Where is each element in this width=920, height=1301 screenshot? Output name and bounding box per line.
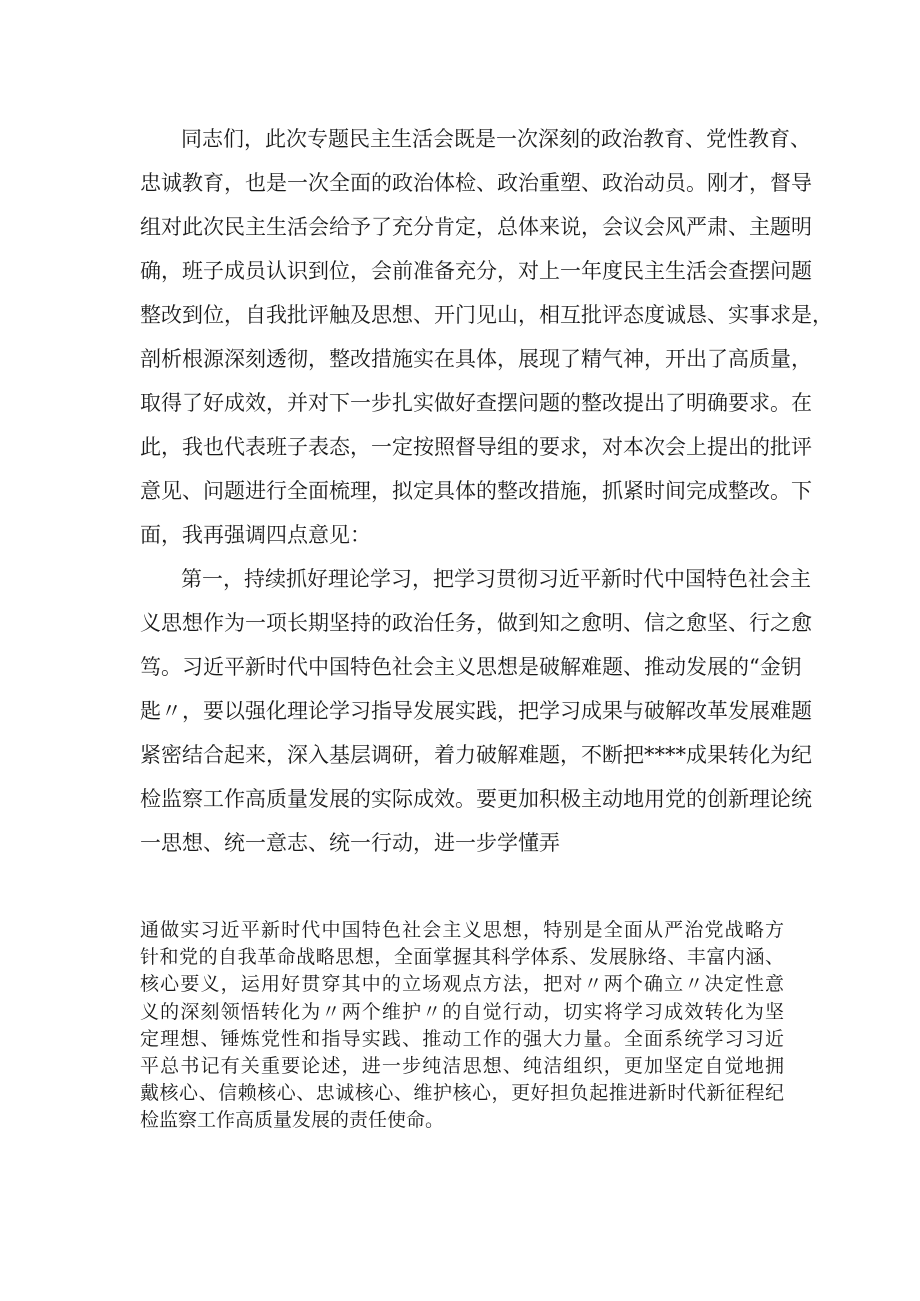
text-line: 紧密结合起来，深入基层调研，着力破解难题，不断把****成果转化为纪 (140, 743, 812, 767)
text-line: 确，班子成员认识到位，会前准备充分，对上一年度民主生活会查摆问题 (140, 259, 812, 283)
text-line: 意见、问题进行全面梳理，拟定具体的整改措施，抓紧时间完成整改。下 (140, 479, 812, 503)
text-line: 笃。习近平新时代中国特色社会主义思想是破解难题、推动发展的“金钥 (140, 655, 802, 679)
text-line: 戴核心、信赖核心、忠诚核心、维护核心，更好担负起推进新时代新征程纪 (140, 1082, 784, 1105)
text-line: 义的深刻领悟转化为〃两个维护〃的自觉行动，切实将学习成效转化为坚 (140, 1000, 784, 1023)
text-line: 剖析根源深刻透彻，整改措施实在具体，展现了精气神，开出了高质量， (140, 347, 812, 371)
text-line: 检监察工作高质量发展的责任使命。 (140, 1109, 445, 1132)
text-line: 取得了好成效，并对下一步扎实做好查摆问题的整改提出了明确要求。在 (140, 391, 812, 415)
text-line: 针和党的自我革命战略思想，全面掌握其科学体系、发展脉络、丰富内涵、 (140, 946, 784, 969)
paragraph-first-point (140, 557, 812, 865)
text-line: 通做实习近平新时代中国特色社会主义思想，特别是全面从严治党战略方 (140, 919, 784, 941)
text-line: 面，我再强调四点意见： (140, 523, 371, 547)
paragraph-continuation (140, 917, 784, 1135)
text-line: 检监察工作高质量发展的实际成效。要更加积极主动地用党的创新理论统 (140, 787, 812, 811)
paragraph-opening (140, 117, 833, 557)
speech-body (140, 117, 833, 865)
text-line: 组对此次民主生活会给予了充分肯定，总体来说，会议会风严肃、主题明 (140, 215, 812, 239)
text-line: 定理想、锤炼党性和指导实践、推动工作的强大力量。全面系统学习习近 (140, 1027, 784, 1050)
text-line: 核心要义，运用好贯穿其中的立场观点方法，把对〃两个确立〃决定性意 (140, 973, 784, 996)
text-line: 平总书记有关重要论述，进一步纯洁思想、纯洁组织，更加坚定自觉地拥 (140, 1054, 784, 1077)
text-line: 一思想、统一意志、统一行动，进一步学懂弄 (140, 831, 560, 855)
text-line: 整改到位，自我批评触及思想、开门见山，相互批评态度诚恳、实事求是， (140, 303, 833, 327)
text-line: 此，我也代表班子表态，一定按照督导组的要求，对本次会上提出的批评 (140, 435, 812, 459)
text-line: 义思想作为一项长期坚持的政治任务，做到知之愈明、信之愈坚、行之愈 (140, 611, 812, 635)
text-line: 第一，持续抓好理论学习，把学习贯彻习近平新时代中国特色社会主 (181, 567, 811, 591)
text-line: 匙〃，要以强化理论学习指导发展实践，把学习成果与破解改革发展难题 (140, 699, 812, 723)
text-line: 同志们，此次专题民主生活会既是一次深刻的政治教育、党性教育、 (181, 127, 811, 151)
text-line: 忠诚教育，也是一次全面的政治体检、政治重塑、政治动员。刚才，督导 (140, 171, 812, 195)
